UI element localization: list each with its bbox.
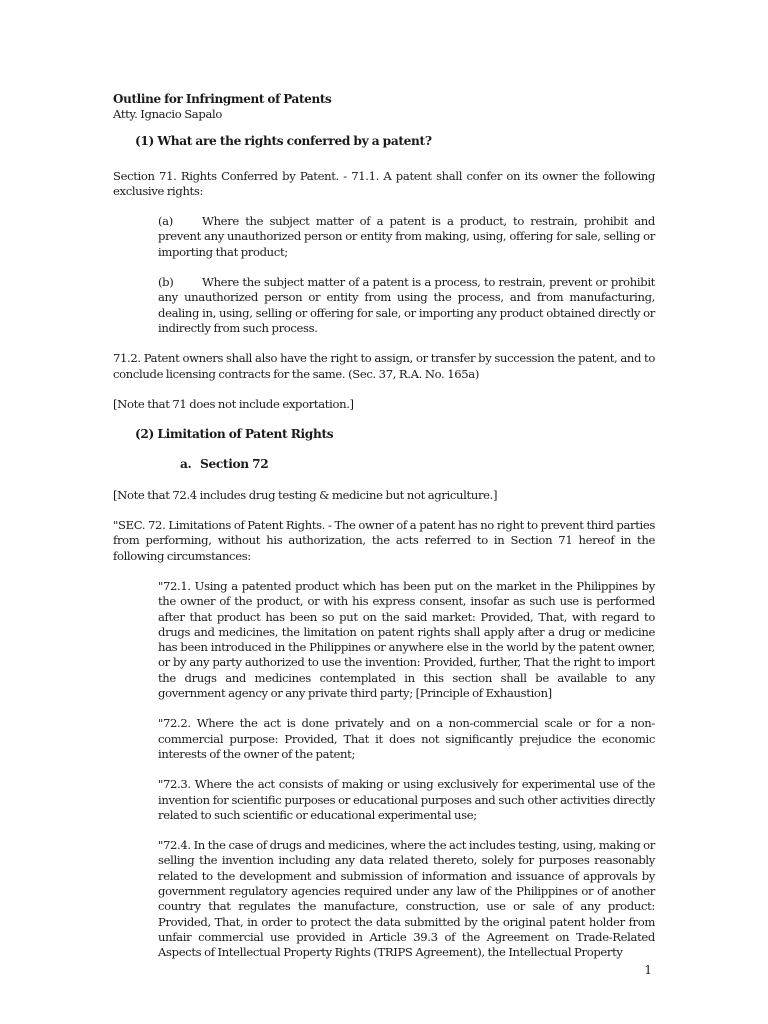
item-a-paragraph xyxy=(158,214,655,260)
question-1-heading: (1) What are the rights conferred by a patent? xyxy=(135,134,432,149)
question-2-heading: (2) Limitation of Patent Rights xyxy=(135,427,334,442)
section-71-intro: Section 71. Rights Conferred by Patent. - 71.1. A patent shall confer on its owner the following exclusive rights: xyxy=(113,168,655,198)
subheading-text: Section 72 xyxy=(200,457,269,472)
item-b-text: Where the subject matter of a patent is a process, to restrain, prevent or prohibit any unauthorized person or entity from using the process, and from manufacturing, dealing in, using, selling or offering for sale, or importing any product obtained directly or indirectly from such process. xyxy=(158,275,655,335)
section-72-intro: "SEC. 72. Limitations of Patent Rights. - The owner of a patent has no right to prevent third parties from performing, without his authorization, the acts referred to in Section 71 hereof in the following circumstances: xyxy=(113,518,655,563)
page-number: 1 xyxy=(644,963,652,977)
paragraph-72-1: "72.1. Using a patented product which has been put on the market in the Philippines by the owner of the product, or with his express consent, insofar as such use is performed after that product has been so put on the said market: Provided, That, with regard to drugs and medicines, the limitation on patent rights shall apply after a drug or medicine has been introduced in the Philippines or anywhere else in the world by the patent owner, or by any party authorized to use the invention: Provided, further, That the right to import the drugs and medicines contemplated in this section shall be available to any government agency or any private third party; [Principle of Exhaustion] xyxy=(158,578,655,701)
document-author: Atty. Ignacio Sapalo xyxy=(113,107,222,121)
paragraph-72-4: "72.4. In the case of drugs and medicines, where the act includes testing, using, making or selling the invention including any data related thereto, solely for purposes reasonably related to the development and submission of information and issuance of approvals by government regulatory agencies required under any law of the Philippines or of another country that regulates the manufacture, construction, use or sale of any product: Provided, That, in order to protect the data submitted by the original patent holder from unfair commercial use provided in Article 39.3 of the Agreement on Trade-Related Aspects of Intellectual Property Rights (TRIPS Agreement), the Intellectual Property xyxy=(158,838,655,960)
note-71: [Note that 71 does not include exportation.] xyxy=(113,396,354,411)
subheading-section-72 xyxy=(180,457,655,472)
subheading-letter: a. xyxy=(180,457,192,472)
item-b-paragraph xyxy=(158,275,655,336)
item-a-text: Where the subject matter of a patent is a product, to restrain, prohibit and prevent any unauthorized person or entity from making, using, offering for sale, selling or importing that product; xyxy=(158,214,655,259)
item-b-label: (b) xyxy=(158,275,174,290)
paragraph-72-3: "72.3. Where the act consists of making or using exclusively for experimental use of the invention for scientific purposes or educational purposes and such other activities directly related to such scientific or educational experimental use; xyxy=(158,777,655,822)
document-body xyxy=(113,92,655,975)
document-title: Outline for Infringment of Patents xyxy=(113,92,332,106)
item-a-label: (a) xyxy=(158,214,173,229)
paragraph-72-2: "72.2. Where the act is done privately and on a non-commercial scale or for a non-commercial purpose: Provided, That it does not significantly prejudice the economic interests of the owner of the patent; xyxy=(158,716,655,761)
note-72: [Note that 72.4 includes drug testing & medicine but not agriculture.] xyxy=(113,487,498,502)
section-71-2-paragraph: 71.2. Patent owners shall also have the right to assign, or transfer by succession the patent, and to conclude licensing contracts for the same. (Sec. 37, R.A. No. 165a) xyxy=(113,351,655,381)
